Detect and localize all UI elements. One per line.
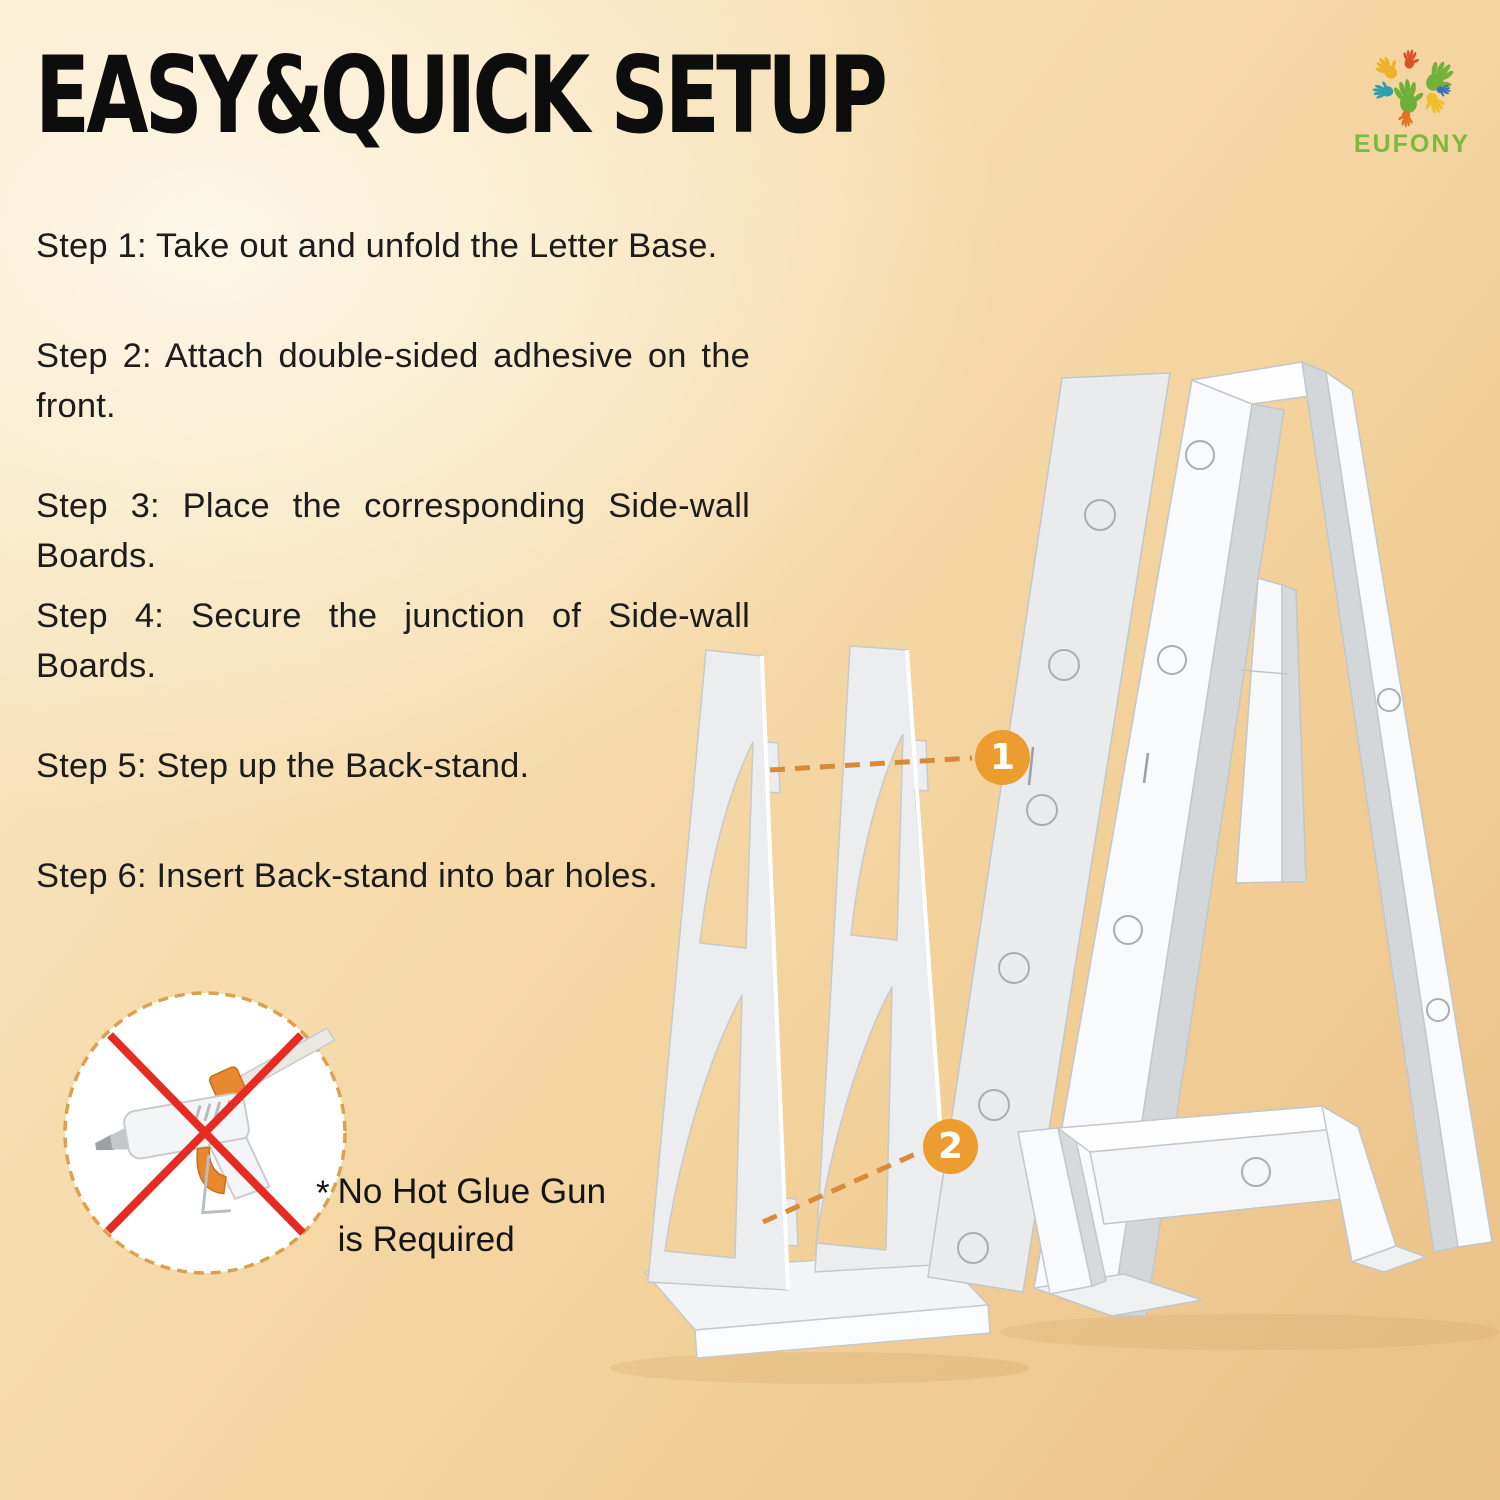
step-2-text: Step 2: Attach double-sided adhesive on the front.: [36, 337, 750, 425]
step-6-text: Step 6: Insert Back-stand into bar holes.: [36, 857, 658, 895]
callout-1-badge: 1: [975, 730, 1030, 785]
note-text: [338, 1168, 606, 1264]
note-line-1: No Hot Glue Gun: [337, 1172, 607, 1211]
step-5-text: Step 5: Step up the Back-stand.: [36, 747, 530, 785]
page-title: EASY&QUICK SETUP: [35, 34, 885, 157]
shadow: [610, 1352, 1030, 1384]
a-right-leg-wall: [1326, 372, 1492, 1247]
step-1-text: Step 1: Take out and unfold the Letter Base.: [36, 227, 718, 265]
step-4-text: Step 4: Secure the junction of Side-wall Boards.: [36, 597, 750, 685]
callout-2-badge: 2: [923, 1119, 978, 1174]
no-glue-gun-badge: [55, 983, 355, 1283]
asterisk-marker: *: [316, 1174, 330, 1213]
brand-name: EUFONY: [1353, 130, 1471, 158]
a-counter-side: [1282, 585, 1306, 882]
note-line-2: is Required: [337, 1220, 515, 1259]
no-glue-note: [316, 1168, 606, 1264]
step-3-text: Step 3: Place the corresponding Side-wall Boards.: [36, 487, 750, 575]
shadow: [1000, 1314, 1500, 1350]
back-stand-board-right: [815, 646, 960, 1272]
